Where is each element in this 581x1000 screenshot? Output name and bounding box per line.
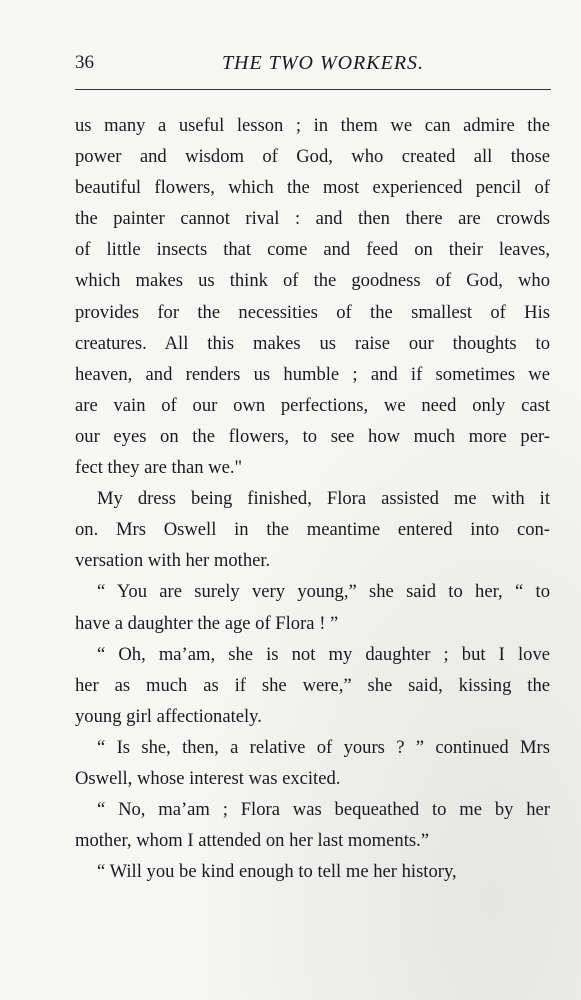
paragraph	[75, 732, 550, 794]
text-line: creatures. All this makes us raise our thoughts to	[75, 332, 550, 354]
text-line: power and wisdom of God, who created all those	[75, 146, 550, 168]
running-title: THE TWO WORKERS.	[221, 52, 425, 74]
page-header	[75, 52, 551, 80]
text-line: heaven, and renders us humble ; and if sometimes we	[75, 363, 550, 385]
text-line: versation with her mother.	[75, 550, 271, 572]
text-line: which makes us think of the goodness of God, who	[75, 270, 550, 292]
body-text	[75, 110, 550, 887]
text-line: provides for the necessities of the smallest of His	[75, 301, 550, 323]
text-line: “ No, ma’am ; Flora was bequeathed to me by her	[97, 799, 550, 821]
paragraph	[75, 576, 550, 638]
text-line: “ You are surely very young,” she said to her, “ to	[97, 581, 550, 603]
paragraph	[75, 856, 550, 887]
text-line: us many a useful lesson ; in them we can admire the	[75, 115, 550, 136]
text-line: on. Mrs Oswell in the meantime entered into con-	[75, 519, 550, 541]
text-line: our eyes on the flowers, to see how much more per-	[75, 425, 550, 447]
text-line: of little insects that come and feed on their leaves,	[75, 239, 550, 261]
header-rule	[75, 89, 551, 90]
text-line: young girl affectionately.	[75, 705, 262, 727]
page-number: 36	[75, 52, 94, 73]
text-line: are vain of our own perfections, we need only cast	[75, 394, 550, 416]
text-line: “ Is she, then, a relative of yours ? ” continued Mrs	[97, 736, 550, 758]
text-line: My dress being finished, Flora assisted me with it	[97, 488, 550, 510]
text-line: her as much as if she were,” she said, kissing the	[75, 674, 550, 696]
text-line: “ Will you be kind enough to tell me her history,	[97, 861, 457, 883]
paragraph	[75, 483, 550, 576]
text-line: the painter cannot rival : and then there are crowds	[75, 208, 550, 230]
text-line: fect they are than we."	[75, 457, 243, 479]
text-line: beautiful flowers, which the most experienced pencil of	[75, 177, 550, 199]
paragraph	[75, 639, 550, 732]
paragraph	[75, 110, 550, 483]
paragraph	[75, 794, 550, 856]
text-line: “ Oh, ma’am, she is not my daughter ; but I love	[97, 643, 550, 665]
text-line: Oswell, whose interest was excited.	[75, 767, 341, 789]
text-line: have a daughter the age of Flora ! ”	[75, 612, 339, 634]
text-line: mother, whom I attended on her last moments.”	[75, 830, 429, 852]
